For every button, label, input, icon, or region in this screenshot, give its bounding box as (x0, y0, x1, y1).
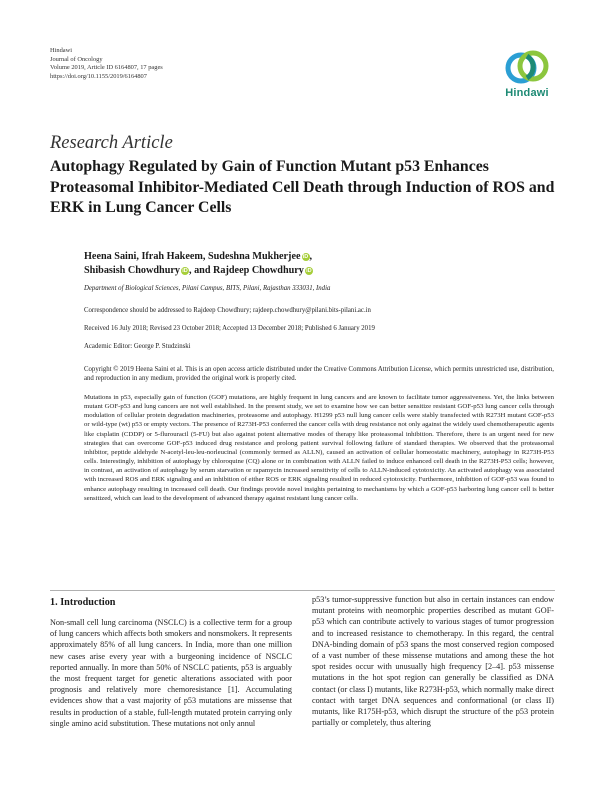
orcid-icon[interactable]: iD (306, 268, 312, 274)
authors-text-2: Shibasish Chowdhury (84, 265, 180, 276)
section-divider (50, 590, 555, 591)
introduction-column-left: Non-small cell lung carcinoma (NSCLC) is a collective term for a group of lung cancers which affects both smokers and nonsmokers. It represents approximately 85% of all lung cancers. In India, more than one million new cases arise every year with a burgeoning incidence of NSCLC reported annually. In more than 50% of NSCLC patients, p53 is arguably the most frequent target for genetic alterations associated with poor prognosis and relatively more chemoresistance [1]. Accumulating evidences show that a vast majority of p53 mutations are missense that results in production of a stable, full-length mutated protein carrying only single amino acid substitution. These mutations not only annul (50, 618, 292, 728)
author-line-2 (84, 264, 313, 278)
authors-text-3: , and Rajdeep Chowdhury (188, 265, 304, 276)
journal-doi[interactable]: https://doi.org/10.1155/2019/6164807 (50, 72, 147, 80)
author-line-1 (84, 250, 313, 264)
article-title: Autophagy Regulated by Gain of Function Mutant p53 Enhances Proteasomal Inhibitor-Mediated Cell Death through Induction of ROS and ERK in Lung Cancer Cells (50, 158, 555, 217)
section-heading-introduction: 1. Introduction (50, 597, 116, 608)
abstract: Mutations in p53, especially gain of function (GOF) mutations, are highly frequent in lung cancers and are known to facilitate tumor aggressiveness. Yet, the links between mutant GOF-p53 and lung cancers are not well established. In the present study, we set to examine how we can better sensitize resistant GOF-p53 lung cancer cells through modulation of cellular protein degradation machineries, proteasome and autophagy. H1299 p53 null lung cancer cells were stably transfected with R273H mutant GOF-p53 or wild-type (wt) p53 or empty vectors. The presence of R273H-P53 conferred the cancer cells with drug resistance not only against the widely used chemotherapeutic agents like cisplatin (CDDP) or 5-flurouracil (5-FU) but also against potent alternative modes of therapy like proteasomal inhibition. Therefore, there is an urgent need for new strategies that can overcome GOF-p53 induced drug resistance and prolong patient survival following failure of standard therapies. We observed that the proteasomal inhibitor, peptide aldehyde N-acetyl-leu-leu-norleucinal (commonly termed as ALLN), caused an activation of cellular homeostatic machinery, autophagy in R273H-P53 cells. Interestingly, inhibition of autophagy by chloroquine (CQ) alone or in combination with ALLN failed to induce enhanced cell death in the R273H-P53 cells; however, in contrast, an activation of autophagy by serum starvation or rapamycin increased sensitivity of cells to ALLN-induced cytotoxicity. An activated autophagy was associated with increased ROS and ERK signaling and an inhibition of either ROS or ERK signaling resulted in reduced cytotoxicity. Furthermore, inhibition of GOF-p53 was found to enhance autophagy resulting in increased cell death. Our findings provide novel insights pertaining to mechanisms by which a GOF-p53 harboring lung cancer cell is better sensitized, which can lead to the development of advanced therapy against resistant lung cancer cells. (84, 394, 554, 502)
authors-comma: , (309, 251, 313, 262)
author-list (84, 250, 313, 278)
correspondence: Correspondence should be addressed to Rajdeep Chowdhury; rajdeep.chowdhury@pilani.bits-pilani.ac.in (84, 307, 371, 314)
academic-editor: Academic Editor: George P. Studzinski (84, 343, 191, 350)
journal-name: Journal of Oncology (50, 55, 103, 63)
hindawi-logo-icon (504, 48, 550, 86)
orcid-icon[interactable]: iD (182, 268, 188, 274)
introduction-column-right: p53’s tumor-suppressive function but also in certain instances can endow mutant proteins with neomorphic properties described as mutant GOF-p53 which can contribute actively to various stages of tumor progression and to increased resistance to chemotherapy. In this regard, the central DNA-binding domain of p53 spans the most conserved region composed of a vast number of these missense mutations and among these the hot spot resides occur with unusually high frequency [2–4]. p53 missense mutations in the hot spot region can generally be classified as DNA contact (or class I) mutants, like R273H-p53, which normally make direct contact with target DNA sequences and conformational (or class II) mutants, like R175H-p53, which disrupt the structure of the p53 protein partially or completely, thus altering (312, 595, 554, 728)
authors-text-1: Heena Saini, Ifrah Hakeem, Sudeshna Mukherjee (84, 251, 301, 262)
copyright-notice: Copyright © 2019 Heena Saini et al. This is an open access article distributed under the Creative Commons Attribution License, which permits unrestricted use, distribution, and reproduction in any medium, provided the original work is properly cited. (84, 366, 554, 382)
article-dates: Received 16 July 2018; Revised 23 October 2018; Accepted 13 December 2018; Published 6 January 2019 (84, 325, 375, 332)
article-type: Research Article (50, 133, 173, 153)
affiliation: Department of Biological Sciences, Pilani Campus, BITS, Pilani, Rajasthan 333031, India (84, 285, 331, 292)
orcid-icon[interactable]: iD (302, 254, 309, 260)
journal-volume: Volume 2019, Article ID 6164807, 17 pages (50, 64, 163, 72)
journal-info (50, 47, 163, 81)
journal-publisher: Hindawi (50, 47, 73, 54)
hindawi-logo-text: Hindawi (505, 87, 549, 99)
hindawi-logo (497, 48, 557, 99)
